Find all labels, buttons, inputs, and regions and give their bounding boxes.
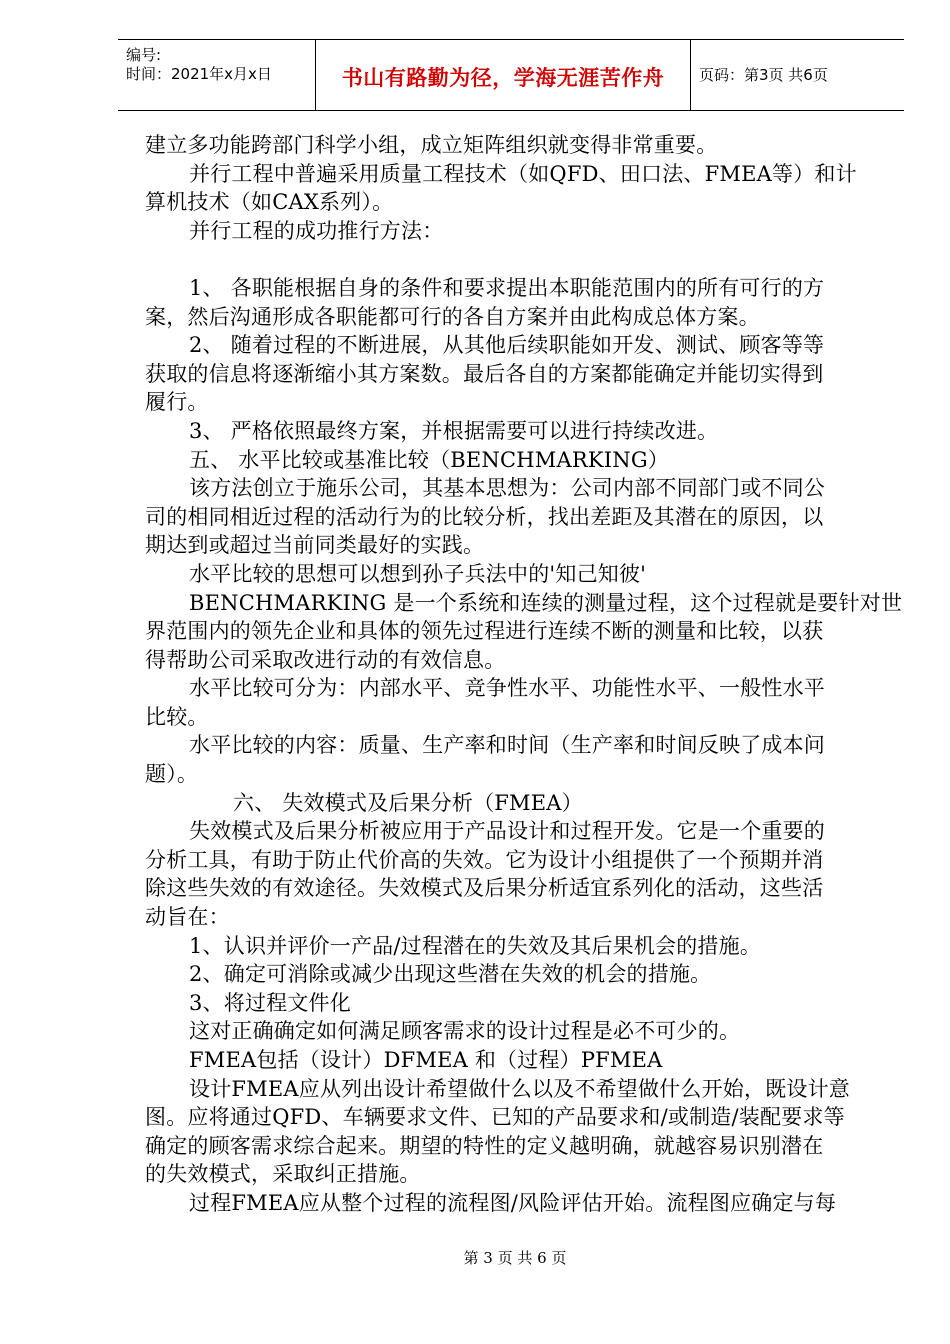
- body-line: 得帮助公司采取改进行动的有效信息。: [145, 647, 506, 672]
- page-label: 页码：第3页 共6页: [699, 66, 828, 84]
- time-label: 时间：2021年x月x日: [126, 65, 272, 83]
- body-line: 获取的信息将逐渐缩小其方案数。最后各自的方案都能确定并能切实得到: [145, 361, 824, 386]
- body-line: 并行工程的成功推行方法：: [189, 218, 444, 243]
- body-line: 失效模式及后果分析被应用于产品设计和过程开发。它是一个重要的: [189, 819, 825, 844]
- body-line: 算机技术（如CAX系列）。: [145, 190, 394, 215]
- page-footer: 第 3 页 共 6 页: [463, 1249, 567, 1267]
- list-item: 1、认识并评价一产品/过程潜在的失效及其后果机会的措施。: [189, 933, 762, 958]
- list-item: 1、 各职能根据自身的条件和要求提出本职能范围内的所有可行的方: [189, 275, 825, 300]
- document-body: [145, 131, 903, 1218]
- header-info-cell: [118, 40, 315, 110]
- header-table: [118, 39, 904, 111]
- motto-text: 书山有路勤为径，学海无涯苦作舟: [341, 66, 665, 90]
- body-line: 案，然后沟通形成各职能都可行的各自方案并由此构成总体方案。: [145, 304, 760, 329]
- body-line: 水平比较的内容：质量、生产率和时间（生产率和时间反映了成本问: [189, 733, 825, 758]
- blank-line: [145, 245, 865, 274]
- body-line: 比较。: [145, 704, 209, 729]
- section-heading: 六、 失效模式及后果分析（FMEA）: [233, 790, 583, 815]
- body-line: 的失效模式，采取纠正措施。: [145, 1162, 421, 1187]
- body-line: 并行工程中普遍采用质量工程技术（如QFD、田口法、FMEA等）和计: [189, 161, 857, 186]
- header-page-cell: [691, 40, 904, 110]
- body-line: 期达到或超过当前同类最好的实践。: [145, 533, 485, 558]
- header-motto-cell: [315, 40, 691, 110]
- list-item: 2、确定可消除或减少出现这些潜在失效的机会的措施。: [189, 962, 712, 987]
- body-line: 水平比较的思想可以想到孙子兵法中的'知己知彼': [189, 561, 647, 586]
- body-line: 动旨在：: [145, 905, 230, 930]
- body-line: 该方法创立于施乐公司，其基本思想为：公司内部不同部门或不同公: [189, 476, 825, 501]
- list-item: 2、 随着过程的不断进展，从其他后续职能如开发、测试、顾客等等: [189, 333, 825, 358]
- body-line: 除这些失效的有效途径。失效模式及后果分析适宜系列化的活动，这些活: [145, 876, 824, 901]
- body-line: 图。应将通过QFD、车辆要求文件、已知的产品要求和/或制造/装配要求等: [145, 1105, 845, 1130]
- section-heading: 五、 水平比较或基准比较（BENCHMARKING）: [189, 447, 670, 472]
- body-line: 分析工具，有助于防止代价高的失效。它为设计小组提供了一个预期并消: [145, 847, 824, 872]
- body-line: 履行。: [145, 390, 209, 415]
- body-line: 司的相同相近过程的活动行为的比较分析，找出差距及其潜在的原因，以: [145, 504, 824, 529]
- body-line: FMEA包括（设计）DFMEA 和（过程）PFMEA: [189, 1048, 663, 1072]
- body-line: 设计FMEA应从列出设计希望做什么以及不希望做什么开始，既设计意: [189, 1076, 850, 1101]
- body-line: BENCHMARKING 是一个系统和连续的测量过程，这个过程就是要针对世: [189, 590, 903, 615]
- body-line: 确定的顾客需求综合起来。期望的特性的定义越明确，就越容易识别潜在: [145, 1133, 824, 1158]
- body-line: 过程FMEA应从整个过程的流程图/风险评估开始。流程图应确定与每: [189, 1190, 837, 1215]
- body-line: 这对正确确定如何满足顾客需求的设计过程是必不可少的。: [189, 1019, 741, 1044]
- list-item: 3、将过程文件化: [189, 990, 351, 1015]
- number-label: 编号:: [126, 46, 162, 64]
- body-line: 水平比较可分为：内部水平、竞争性水平、功能性水平、一般性水平: [189, 676, 825, 701]
- list-item: 3、 严格依照最终方案，并根据需要可以进行持续改进。: [189, 418, 719, 443]
- body-line: 界范围内的领先企业和具体的领先过程进行连续不断的测量和比较，以获: [145, 619, 824, 644]
- body-line: 建立多功能跨部门科学小组，成立矩阵组织就变得非常重要。: [145, 133, 718, 157]
- body-line: 题）。: [145, 762, 199, 787]
